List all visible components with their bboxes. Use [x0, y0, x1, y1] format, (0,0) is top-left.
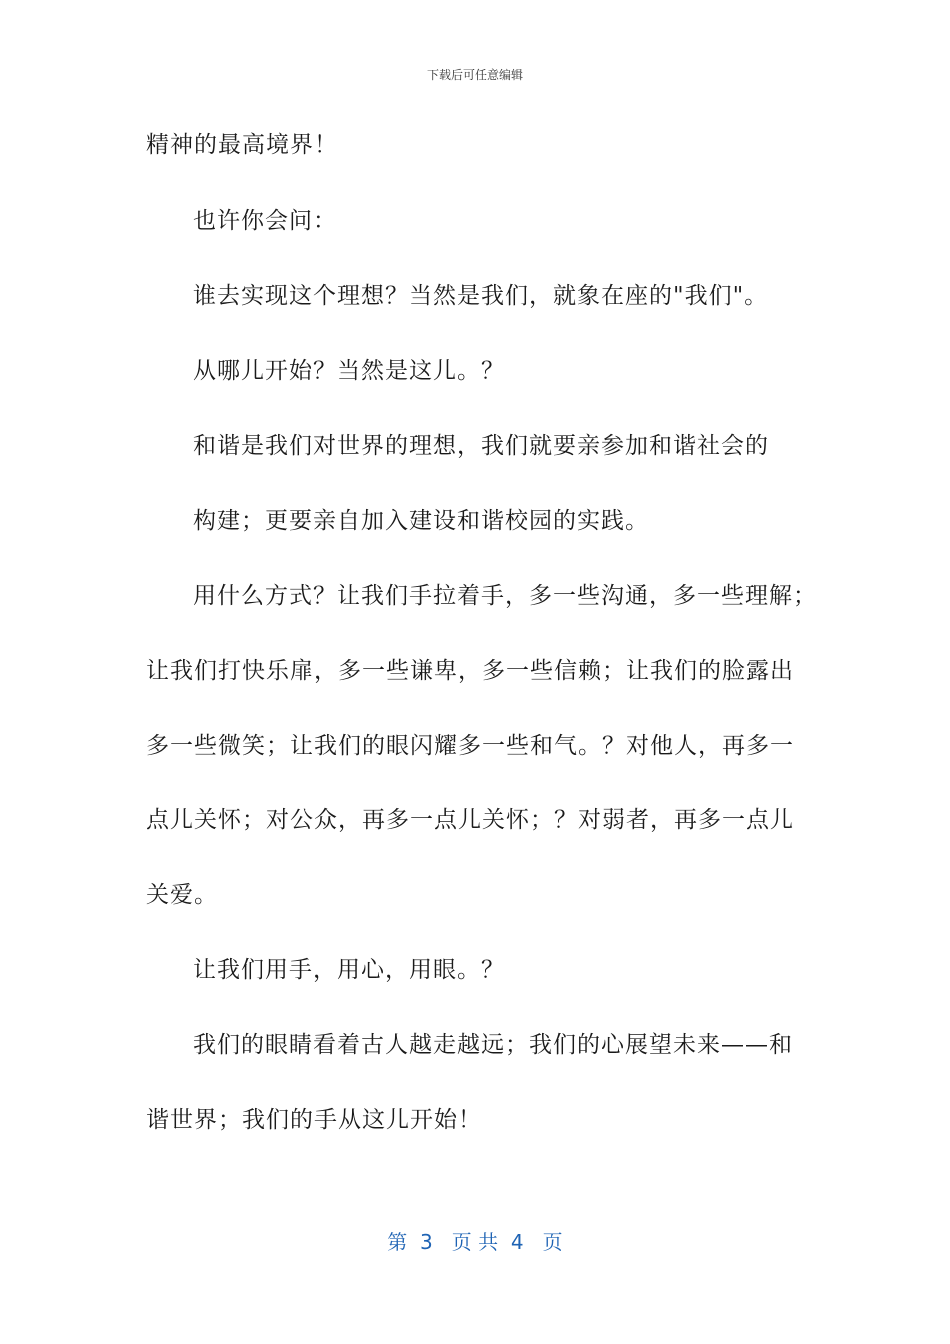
text-line: 谐世界；我们的手从这儿开始！	[146, 1107, 482, 1133]
text-line: 让我们用手，用心，用眼。？	[193, 957, 505, 983]
text-line: 我们的眼睛看着古人越走越远；我们的心展望未来——和	[193, 1032, 793, 1058]
text-line: 也许你会问：	[193, 208, 337, 234]
text-line: 从哪儿开始？当然是这儿。？	[193, 358, 505, 384]
header-note: 下载后可任意编辑	[426, 68, 523, 82]
text-line: 和谐是我们对世界的理想，我们就要亲参加和谐社会的	[193, 433, 769, 459]
text-line: 构建；更要亲自加入建设和谐校园的实践。	[193, 508, 649, 534]
text-line: 用什么方式？让我们手拉着手，多一些沟通，多一些理解；	[193, 583, 817, 609]
text-line: 关爱。	[146, 882, 218, 908]
text-line: 让我们打快乐扉，多一些谦卑，多一些信赖；让我们的脸露出	[146, 658, 794, 684]
text-line: 点儿关怀；对公众，再多一点儿关怀；？对弱者，再多一点儿	[146, 807, 794, 833]
page-number-footer: 第 3 页 共 4 页	[387, 1230, 563, 1254]
text-line: 精神的最高境界！	[146, 132, 338, 158]
text-line: 多一些微笑；让我们的眼闪耀多一些和气。？对他人，再多一	[146, 733, 794, 759]
text-line: 谁去实现这个理想？当然是我们，就象在座的"我们"。	[193, 283, 769, 309]
